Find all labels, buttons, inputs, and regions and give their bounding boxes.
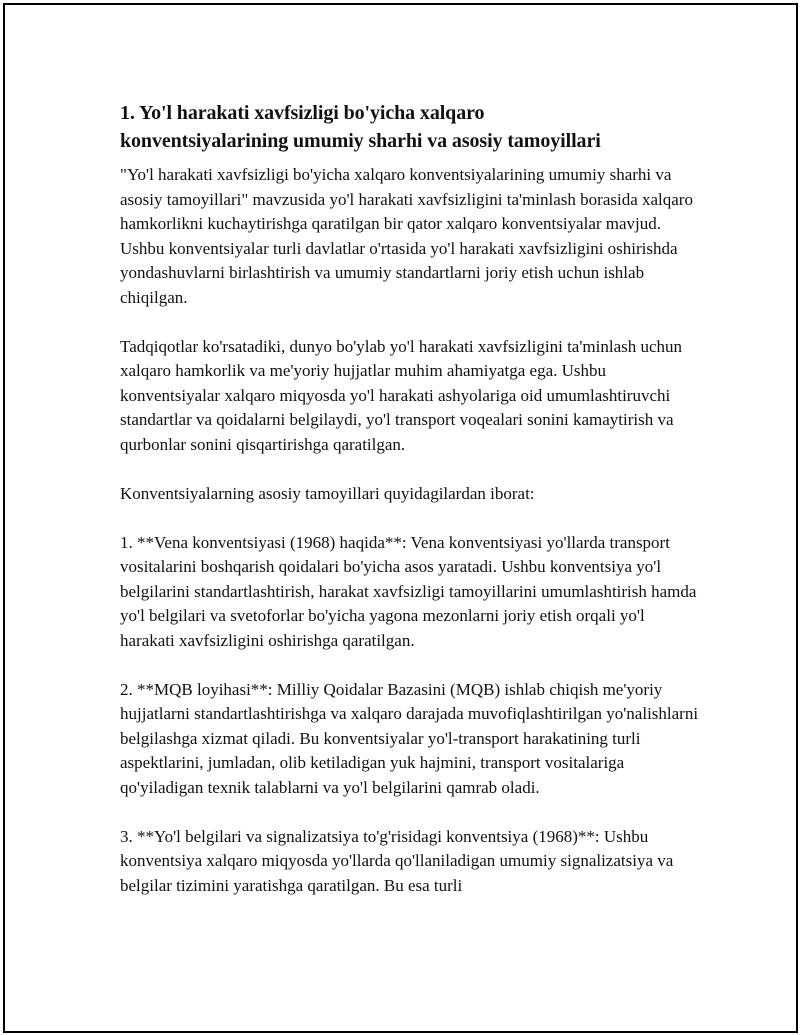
section-heading-line-2: konventsiyalarining umumiy sharhi va asosiy tamoyillari <box>120 130 601 152</box>
list-item-vienna-convention: 1. **Vena konventsiyasi (1968) haqida**: Vena konventsiyasi yo'llarda transport vositalarini boshqarish qoidalari bo'yicha asos yaratadi. Ushbu konventsiya yo'l belgilarini standartlashtirish, harakat xavfsizligi tamoyillarini umumlashtirish hamda yo'l belgilari va svetoforlar bo'yicha yagona mezonlarni joriy etish orqali yo'l harakati xavfsizligini oshirishga qaratilgan. <box>120 532 697 650</box>
list-item-mqb-project: 2. **MQB loyihasi**: Milliy Qoidalar Bazasini (MQB) ishlab chiqish me'yoriy hujjatlarni standartlashtirishga va xalqaro darajada muvofiqlashtirilgan yo'nalishlarni belgilashga xizmat qiladi. Bu konventsiyalar yo'l-transport harakatining turli aspektlarini, jumladan, olib ketiladigan yuk hajmini, transport vositalariga qo'yiladigan texnik talablarni va yo'l belgilarini qamrab oladi. <box>120 679 699 797</box>
page-frame <box>3 3 798 1033</box>
section-heading <box>120 99 700 155</box>
paragraph-principles-lead: Konventsiyalarning asosiy tamoyillari quyidagilardan iborat: <box>120 483 535 503</box>
paragraph-research: Tadqiqotlar ko'rsatadiki, dunyo bo'ylab yo'l harakati xavfsizligini ta'minlash uchun xalqaro hamkorlik va me'yoriy hujjatlar muhim ahamiyatga ega. Ushbu konventsiyalar xalqaro miqyosda yo'l harakati ashyolariga oid umumlashtiruvchi standartlar va qoidalarni belgilaydi, yo'l transport voqealari sonini kamaytirish va qurbonlar sonini qisqartirishga qaratilgan. <box>120 336 683 454</box>
paragraph-intro: "Yo'l harakati xavfsizligi bo'yicha xalqaro konventsiyalarining umumiy sharhi va asosiy tamoyillari" mavzusida yo'l harakati xavfsizligini ta'minlash borasida xalqaro hamkorlikni kuchaytirishga qaratilgan bir qator xalqaro konventsiyalar mavjud. Ushbu konventsiyalar turli davlatlar o'rtasida yo'l harakati xavfsizligini oshirishda yondashuvlarni birlashtirish va umumiy standartlarni joriy etish uchun ishlab chiqilgan. <box>120 165 693 307</box>
section-heading-line-1: 1. Yo'l harakati xavfsizligi bo'yicha xalqaro <box>120 102 485 124</box>
document-body <box>120 99 700 923</box>
list-item-road-signs-convention: 3. **Yo'l belgilari va signalizatsiya to'g'risidagi konventsiya (1968)**: Ushbu konventsiya xalqaro miqyosda yo'llarda qo'llaniladigan umumiy signalizatsiya va belgilar tizimini yaratishga qaratilgan. Bu esa turli <box>120 826 674 895</box>
